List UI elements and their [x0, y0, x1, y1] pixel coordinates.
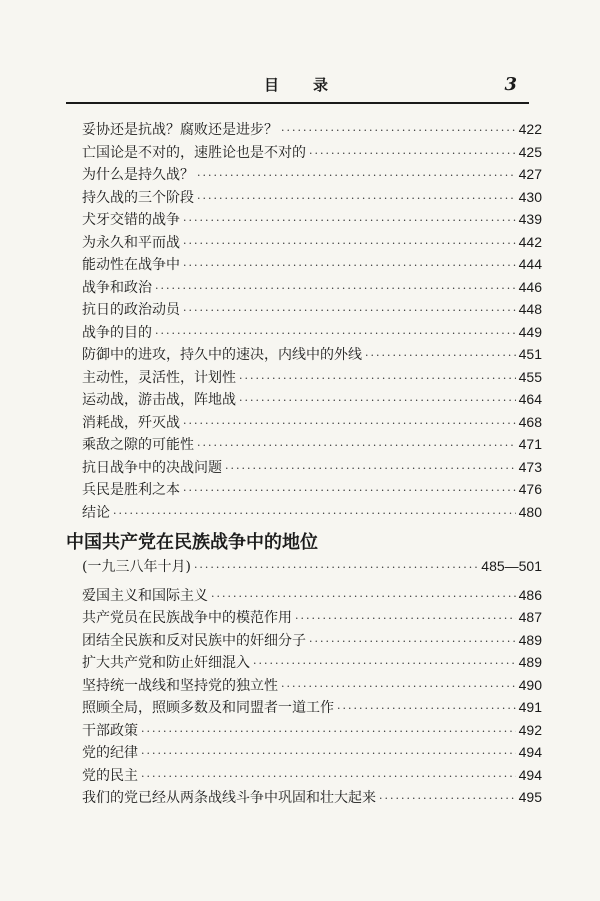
- toc-entry-title: 主动性，灵活性，计划性: [82, 369, 236, 386]
- toc-entry-title: 持久战的三个阶段: [82, 189, 194, 206]
- leader-dots: [197, 439, 516, 452]
- toc-entry-page: 455: [518, 368, 542, 385]
- toc-entry-page: 494: [518, 744, 542, 760]
- toc-entry-page: 422: [518, 121, 542, 137]
- leader-dots: [141, 770, 516, 783]
- toc-entry: [66, 299, 542, 322]
- toc-entry-page: 451: [518, 346, 542, 362]
- toc-entry-title: 能动性在战争中: [82, 257, 180, 273]
- toc-entry: [66, 119, 542, 142]
- toc-entry-page: 427: [518, 166, 542, 182]
- toc-entry-title: 共产党员在民族战争中的模范作用: [82, 610, 292, 626]
- leader-dots: [239, 372, 516, 385]
- leader-dots: [141, 725, 516, 738]
- toc-entry-title: 照顾全局，照顾多数及和同盟者一道工作: [82, 700, 334, 716]
- toc-entry: [66, 697, 542, 720]
- leader-dots: [295, 612, 516, 625]
- toc-entry-page: 480: [518, 503, 542, 520]
- toc-entry-title: 为永久和平而战: [82, 234, 180, 251]
- section-date: (一九三八年十月): [82, 559, 191, 575]
- toc-entry: [66, 742, 542, 765]
- toc-entry: [66, 630, 542, 653]
- leader-dots: [281, 124, 516, 137]
- toc-entry-page: 491: [518, 699, 542, 715]
- page-title-part-2: 录: [313, 76, 329, 94]
- toc-entry-page: 439: [518, 211, 542, 227]
- toc-entry: [66, 787, 542, 810]
- toc-entry-page: 468: [518, 413, 542, 430]
- toc-entry-title: 战争和政治: [82, 279, 152, 296]
- leader-dots: [183, 484, 516, 497]
- leader-dots: [183, 237, 516, 250]
- leader-dots: [253, 657, 516, 670]
- toc-entry: [66, 344, 542, 367]
- leader-dots: [197, 169, 516, 182]
- section-date-row: [66, 556, 542, 579]
- toc-entry-title: 结论: [82, 504, 110, 521]
- toc-entry-page: 449: [518, 323, 542, 340]
- table-of-contents: [66, 119, 542, 810]
- toc-entry-title: 妥协还是抗战？腐败还是进步？: [82, 122, 278, 138]
- toc-entry-title: 消耗战，歼灭战: [82, 414, 180, 431]
- toc-entry: [66, 277, 542, 300]
- toc-entry-page: 492: [518, 721, 542, 738]
- toc-entry-title: 运动战，游击战，阵地战: [82, 392, 236, 408]
- toc-entry: [66, 479, 542, 502]
- leader-dots: [309, 147, 516, 160]
- page-title: [264, 74, 328, 95]
- toc-entry: [66, 412, 542, 435]
- toc-entry-title: 兵民是胜利之本: [82, 482, 180, 498]
- toc-entry-page: 490: [518, 676, 542, 693]
- leader-dots: [141, 747, 516, 760]
- leader-dots: [309, 635, 516, 648]
- toc-entry-page: 471: [518, 436, 542, 452]
- toc-entry: [66, 232, 542, 255]
- toc-entry-title: 乘敌之隙的可能性: [82, 437, 194, 453]
- leader-dots: [183, 417, 516, 430]
- toc-entry-page: 442: [518, 233, 542, 250]
- toc-entry-page: 487: [518, 609, 542, 625]
- toc-entry-title: 党的纪律: [82, 745, 138, 761]
- leader-dots: [211, 590, 516, 603]
- toc-entry: [66, 765, 542, 788]
- leader-dots: [194, 561, 478, 574]
- toc-entry-title: 团结全民族和反对民族中的奸细分子: [82, 632, 306, 649]
- leader-dots: [365, 349, 516, 362]
- toc-entry-title: 扩大共产党和防止奸细混入: [82, 655, 250, 671]
- toc-entry: [66, 502, 542, 525]
- toc-entry-title: 爱国主义和国际主义: [82, 587, 208, 604]
- leader-dots: [379, 792, 516, 805]
- leader-dots: [239, 394, 516, 407]
- leader-dots: [155, 282, 516, 295]
- leader-dots: [197, 192, 516, 205]
- toc-entry-title: 干部政策: [82, 722, 138, 739]
- toc-entry: [66, 367, 542, 390]
- toc-group-1: [66, 119, 542, 524]
- toc-entry-page: 430: [518, 188, 542, 205]
- toc-entry: [66, 254, 542, 277]
- page-header: [66, 70, 529, 100]
- toc-entry: [66, 607, 542, 630]
- leader-dots: [225, 462, 516, 475]
- toc-entry-page: 448: [518, 301, 542, 317]
- section-heading: 中国共产党在民族战争中的地位: [66, 532, 318, 553]
- toc-entry: [66, 652, 542, 675]
- toc-entry-page: 486: [518, 586, 542, 603]
- toc-entry: [66, 142, 542, 165]
- toc-entry-title: 亡国论是不对的，速胜论也是不对的: [82, 144, 306, 161]
- toc-entry-title: 为什么是持久战？: [82, 167, 194, 183]
- toc-entry: [66, 322, 542, 345]
- toc-entry-page: 464: [518, 391, 542, 407]
- toc-entry-page: 446: [518, 278, 542, 295]
- toc-entry: [66, 434, 542, 457]
- toc-entry: [66, 164, 542, 187]
- page-number: 3: [504, 74, 517, 95]
- toc-entry-title: 党的民主: [82, 767, 138, 784]
- toc-entry-title: 我们的党已经从两条战线斗争中巩固和壮大起来: [82, 790, 376, 806]
- toc-entry: [66, 720, 542, 743]
- toc-entry: [66, 389, 542, 412]
- leader-dots: [337, 702, 516, 715]
- leader-dots: [183, 304, 516, 317]
- toc-entry-page: 444: [518, 256, 542, 272]
- toc-entry-page: 489: [518, 631, 542, 648]
- toc-group-2: [66, 585, 542, 810]
- toc-entry-page: 494: [518, 766, 542, 783]
- header-rule: [66, 102, 529, 104]
- leader-dots: [183, 214, 516, 227]
- toc-entry-title: 犬牙交错的战争: [82, 212, 180, 228]
- toc-entry-page: 495: [518, 789, 542, 805]
- page-title-part-1: 目: [264, 76, 280, 94]
- toc-entry: [66, 675, 542, 698]
- toc-entry: [66, 457, 542, 480]
- toc-entry-title: 抗日战争中的决战问题: [82, 459, 222, 476]
- leader-dots: [281, 680, 516, 693]
- toc-entry-page: 489: [518, 654, 542, 670]
- toc-entry: [66, 585, 542, 608]
- toc-entry-title: 抗日的政治动员: [82, 302, 180, 318]
- toc-entry: [66, 187, 542, 210]
- toc-entry-page: 425: [518, 143, 542, 160]
- toc-entry-title: 防御中的进攻，持久中的速决，内线中的外线: [82, 347, 362, 363]
- leader-dots: [183, 259, 516, 272]
- toc-entry-title: 坚持统一战线和坚持党的独立性: [82, 677, 278, 694]
- toc-entry-page: 473: [518, 458, 542, 475]
- leader-dots: [155, 327, 516, 340]
- toc-entry-title: 战争的目的: [82, 324, 152, 341]
- toc-entry: [66, 209, 542, 232]
- section-page-range: 485—501: [481, 558, 542, 574]
- toc-entry-page: 476: [518, 481, 542, 497]
- leader-dots: [113, 507, 516, 520]
